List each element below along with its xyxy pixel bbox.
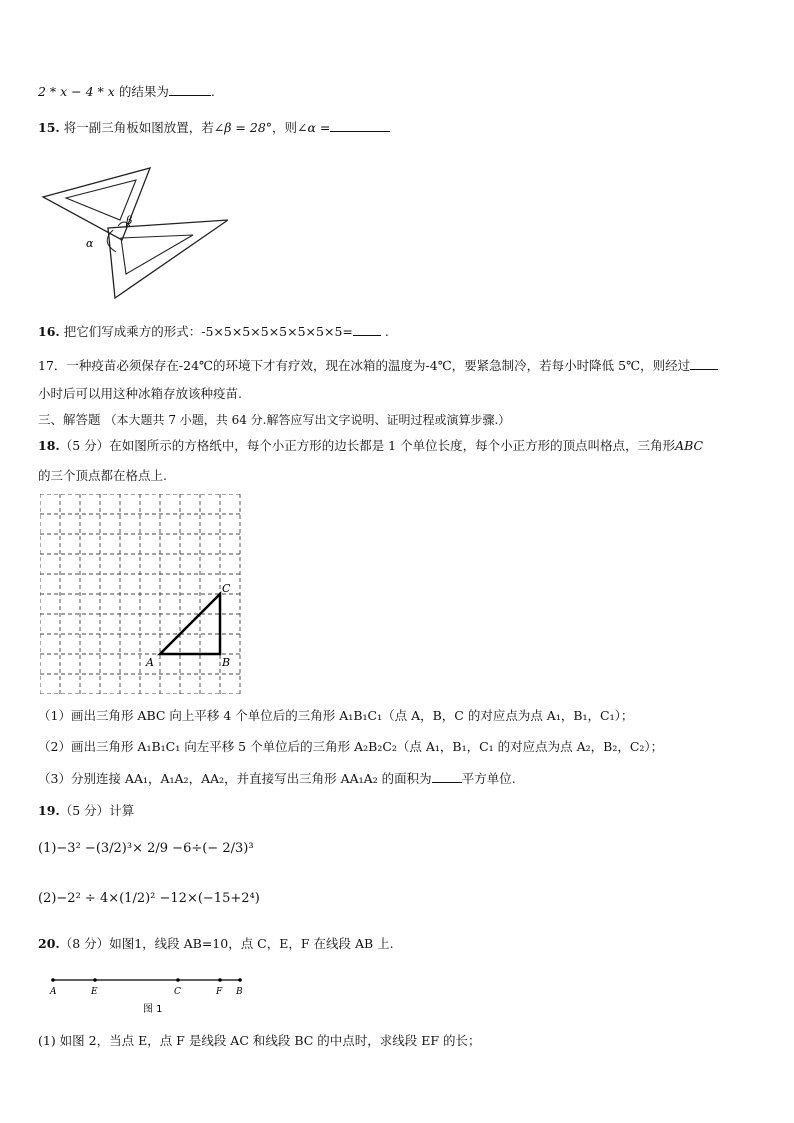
- alpha-label: α: [86, 237, 94, 250]
- point-label-c: C: [174, 987, 181, 997]
- q17-line2: [38, 385, 242, 403]
- lower-triangle-outer: [108, 220, 228, 298]
- point-label-b: B: [236, 987, 243, 997]
- q18-sub1: [38, 707, 633, 725]
- q19-part2-expression: (2)−2² ÷ 4×(1/2)² −12×(−15+2⁴): [38, 891, 260, 906]
- q18-sub3-end: 平方单位.: [461, 771, 516, 786]
- point-e: [93, 978, 97, 982]
- q19-text: 计算: [109, 803, 135, 818]
- q15-condition: ∠β = 28°: [213, 120, 273, 135]
- q19-part2: [38, 890, 260, 908]
- q20-segment-figure: [48, 968, 248, 1018]
- q20-heading: [38, 935, 394, 953]
- q18-line1: [38, 437, 703, 455]
- q18-sub2-text: （2）画出三角形 A₁B₁C₁ 向左平移 5 个单位后的三角形 A₂B₂C₂（点 A₁，B₁，C₁ 的对应点为点 A₂，B₂，C₂）；: [38, 739, 664, 754]
- q20-sub1-text: (1) 如图 2，当点 E，点 F 是线段 AC 和线段 BC 的中点时，求线段 EF 的长；: [38, 1033, 481, 1048]
- grid-lines: [40, 494, 240, 694]
- q20-score: （8 分）: [59, 936, 110, 951]
- q18-area-blank[interactable]: [432, 769, 462, 783]
- q16-number: 16.: [38, 324, 60, 339]
- q18-sub3: [38, 769, 516, 788]
- triangle-abc: [160, 594, 220, 654]
- q17-answer-blank[interactable]: [690, 356, 718, 370]
- point-label-f: F: [216, 987, 223, 997]
- q19-number: 19.: [38, 803, 60, 818]
- q18-grid-figure: [40, 494, 246, 694]
- q15-ask: ∠α =: [297, 120, 331, 135]
- q18-sub1-text: （1）画出三角形 ABC 向上平移 4 个单位后的三角形 A₁B₁C₁（点 A，B，C 的对应点为点 A₁，B₁，C₁）；: [38, 708, 634, 723]
- q17-line1: [38, 356, 718, 375]
- q18-line2: [38, 467, 167, 485]
- q17-text1: 17．一种疫苗必须保存在-24℃的环境下才有疗效，现在冰箱的温度为-4℃，要紧急制冷，若每小时降低 5℃，则经过: [38, 358, 691, 373]
- q18-sub2: [38, 738, 663, 756]
- upper-triangle-outer: [43, 168, 150, 240]
- q18-text1: 在如图所示的方格纸中，每个小正方形的边长都是 1 个单位长度，每个小正方形的顶点叫格点，三角形: [109, 438, 676, 453]
- q15-text2: ，则: [272, 120, 298, 135]
- q19-part1: [38, 840, 254, 858]
- q14-end: .: [210, 84, 215, 99]
- q16-end: .: [384, 324, 389, 339]
- q20-sub1: [38, 1032, 481, 1050]
- q14-expression: 2 * x − 4 * x: [38, 84, 115, 99]
- q15-set-squares-figure: [38, 160, 228, 305]
- q16-answer-blank[interactable]: [353, 322, 381, 336]
- q15-question: [38, 118, 390, 137]
- section3-title: 三、解答题: [38, 412, 101, 427]
- q20-number: 20.: [38, 936, 60, 951]
- q16-text: 把它们写成乘方的形式：-5×5×5×5×5×5×5×5=: [63, 324, 353, 339]
- q15-number: 15.: [38, 120, 60, 135]
- q19-part1-expression: (1)−3² −(3/2)³× 2/9 −6÷(− 2/3)³: [38, 841, 254, 856]
- q15-answer-blank[interactable]: [330, 118, 390, 132]
- q14-text: 的结果为: [118, 84, 169, 99]
- point-f: [218, 978, 222, 982]
- lower-triangle-inner: [121, 235, 193, 274]
- q19-heading: [38, 802, 134, 820]
- q14-tail: [38, 82, 215, 101]
- q14-answer-blank[interactable]: [169, 82, 211, 96]
- q20-text: 如图1，线段 AB=10，点 C，E，F 在线段 AB 上.: [109, 936, 394, 951]
- section3-note: （本大题共 7 小题，共 64 分.解答应写出文字说明、证明过程或演算步骤.）: [104, 413, 511, 427]
- point-a: [51, 978, 55, 982]
- q18-sub3-text: （3）分别连接 AA₁，A₁A₂，AA₂，并直接写出三角形 AA₁A₂ 的面积为: [38, 771, 432, 786]
- label-c: C: [222, 582, 231, 595]
- q19-score: （5 分）: [59, 803, 110, 818]
- q18-score: （5 分）: [59, 438, 110, 453]
- q15-text1: 将一副三角板如图放置，若: [63, 120, 214, 135]
- point-b: [238, 978, 242, 982]
- q18-triangle-name: ABC: [675, 438, 704, 453]
- point-label-e: E: [91, 987, 98, 997]
- label-b: B: [222, 656, 231, 669]
- q18-number: 18.: [38, 438, 60, 453]
- beta-label: β: [126, 214, 133, 227]
- section3-heading: [38, 411, 510, 429]
- label-a: A: [146, 656, 154, 669]
- figure-caption: 图 1: [143, 1004, 163, 1015]
- q17-text2: 小时后可以用这种冰箱存放该种疫苗.: [38, 386, 242, 401]
- q16-question: [38, 322, 389, 341]
- q18-text2: 的三个顶点都在格点上.: [38, 468, 167, 483]
- point-c: [176, 978, 180, 982]
- point-label-a: A: [50, 987, 57, 997]
